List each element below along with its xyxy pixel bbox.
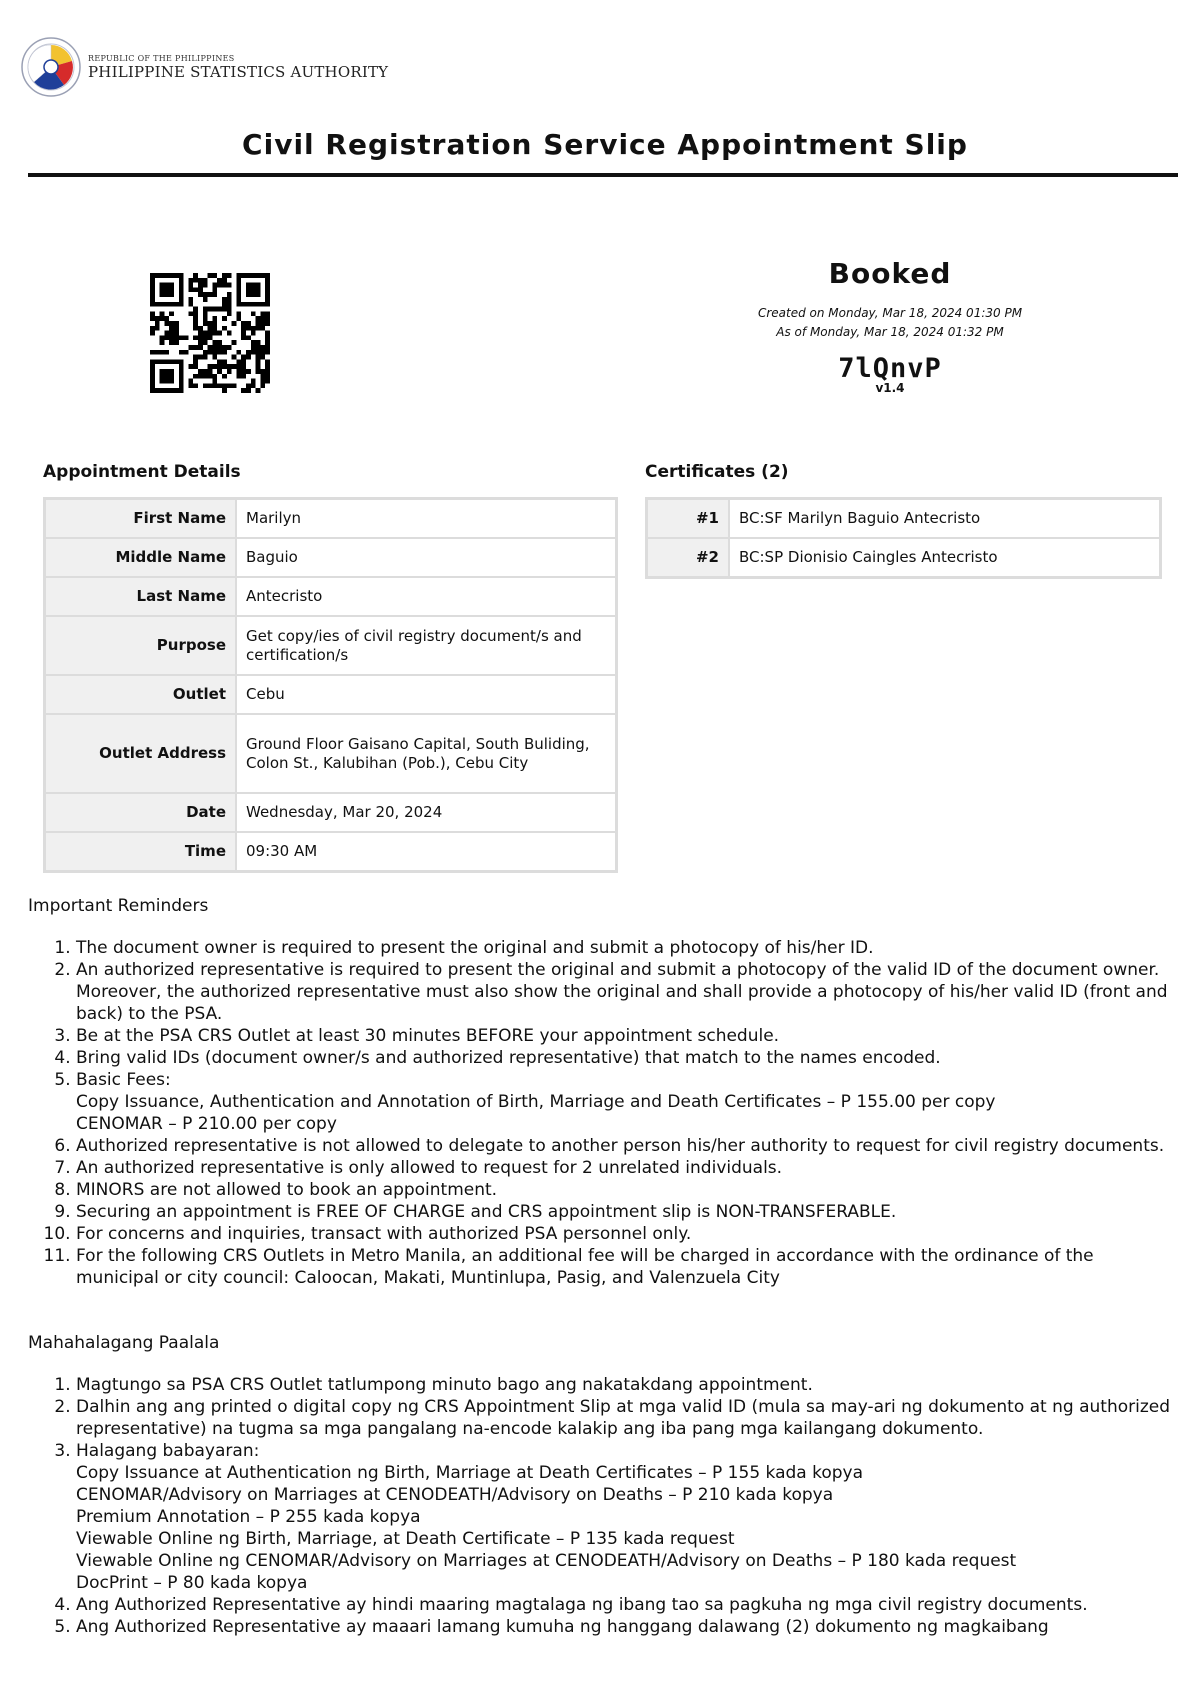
logo-subtitle: REPUBLIC OF THE PHILIPPINES bbox=[88, 53, 235, 63]
list-item-line: Premium Annotation – P 255 kada kopya bbox=[76, 1507, 421, 1527]
psa-logo bbox=[20, 30, 388, 104]
table-row bbox=[647, 538, 1160, 577]
table-row bbox=[45, 499, 616, 538]
as-of-timestamp: As of Monday, Mar 18, 2024 01:32 PM bbox=[776, 325, 1004, 339]
list-item-line: 5. Basic Fees: bbox=[76, 1070, 171, 1090]
field-value: Get copy/ies of civil registry document/s and certification/s bbox=[236, 616, 616, 675]
list-item bbox=[76, 1135, 1180, 1157]
field-value: Wednesday, Mar 20, 2024 bbox=[236, 793, 616, 832]
list-item-line: 8. MINORS are not allowed to book an appointment. bbox=[76, 1180, 498, 1200]
mahahalagang-paalala-heading: Mahahalagang Paalala bbox=[28, 1333, 220, 1353]
certificate-number: #2 bbox=[647, 538, 729, 577]
table-row bbox=[45, 675, 616, 714]
list-item-line: CENOMAR/Advisory on Marriages at CENODEATH/Advisory on Deaths – P 210 kada kopya bbox=[76, 1485, 834, 1505]
appointment-details-table bbox=[43, 497, 618, 873]
certificate-name: BC:SP Dionisio Caingles Antecristo bbox=[729, 538, 1160, 577]
list-item bbox=[76, 1179, 1180, 1201]
field-label: Outlet Address bbox=[45, 714, 236, 793]
certificate-number: #1 bbox=[647, 499, 729, 538]
list-item-line: CENOMAR – P 210.00 per copy bbox=[76, 1114, 337, 1134]
title-divider bbox=[28, 173, 1178, 177]
list-item bbox=[76, 1245, 1180, 1289]
list-item-line: 2. An authorized representative is required to present the original and submit a photocopy of the valid ID of the document owner. Moreover, the authorized representative must also show the original and shall provide a photocopy of his/her valid ID (front and back) to the PSA. bbox=[76, 960, 1168, 1024]
list-item-line: Copy Issuance at Authentication ng Birth, Marriage at Death Certificates – P 155 kada kopya bbox=[76, 1463, 864, 1483]
table-row bbox=[45, 832, 616, 871]
mahahalagang-paalala-list bbox=[28, 1374, 1180, 1638]
field-value: 09:30 AM bbox=[236, 832, 616, 871]
list-item-line: 4. Bring valid IDs (document owner/s and authorized representative) that match to the names encoded. bbox=[76, 1048, 941, 1068]
field-value: Baguio bbox=[236, 538, 616, 577]
field-label: Date bbox=[45, 793, 236, 832]
list-item-line: 5. Ang Authorized Representative ay maaari lamang kumuha ng hanggang dalawang (2) dokumento ng magkaibang bbox=[76, 1617, 1049, 1637]
field-value: Cebu bbox=[236, 675, 616, 714]
list-item-line: 2. Dalhin ang ang printed o digital copy ng CRS Appointment Slip at mga valid ID (mula sa may-ari ng dokumento at ng authorized representative) na tugma sa mga pangalang na-encode kalakip ang iba pang mga kailangang dokumento. bbox=[76, 1397, 1171, 1439]
table-row bbox=[45, 714, 616, 793]
list-item-line: 1. Magtungo sa PSA CRS Outlet tatlumpong minuto bago ang nakatakdang appointment. bbox=[76, 1375, 813, 1395]
table-row bbox=[45, 577, 616, 616]
page-title: Civil Registration Service Appointment Slip bbox=[242, 128, 968, 161]
list-item bbox=[76, 959, 1180, 1025]
field-value: Antecristo bbox=[236, 577, 616, 616]
important-reminders-list bbox=[28, 937, 1180, 1289]
reference-code: 7lQnvP bbox=[838, 353, 942, 384]
list-item-line: 11. For the following CRS Outlets in Metro Manila, an additional fee will be charged in accordance with the ordinance of the municipal or city council: Caloocan, Makati, Muntinlupa, Pasig, and Valenzuela City bbox=[76, 1246, 1094, 1288]
status-block bbox=[690, 257, 1090, 395]
appointment-details-heading: Appointment Details bbox=[43, 462, 241, 482]
list-item bbox=[76, 1025, 1180, 1047]
created-timestamp: Created on Monday, Mar 18, 2024 01:30 PM bbox=[757, 306, 1023, 320]
list-item-line: 3. Be at the PSA CRS Outlet at least 30 minutes BEFORE your appointment schedule. bbox=[76, 1026, 780, 1046]
field-label: Purpose bbox=[45, 616, 236, 675]
field-value: Marilyn bbox=[236, 499, 616, 538]
table-row bbox=[647, 499, 1160, 538]
list-item bbox=[76, 1157, 1180, 1179]
list-item-line: 3. Halagang babayaran: bbox=[76, 1441, 260, 1461]
list-item bbox=[76, 1440, 1180, 1594]
certificate-name: BC:SF Marilyn Baguio Antecristo bbox=[729, 499, 1160, 538]
version-label: v1.4 bbox=[875, 381, 905, 395]
field-label: Middle Name bbox=[45, 538, 236, 577]
list-item bbox=[76, 1201, 1180, 1223]
list-item-line: 10. For concerns and inquiries, transact with authorized PSA personnel only. bbox=[76, 1224, 692, 1244]
list-item bbox=[76, 1223, 1180, 1245]
psa-seal-icon bbox=[20, 36, 82, 98]
table-row bbox=[45, 538, 616, 577]
list-item-line: 6. Authorized representative is not allowed to delegate to another person his/her authority to request for civil registry documents. bbox=[76, 1136, 1165, 1156]
list-item-line: 4. Ang Authorized Representative ay hindi maaring magtalaga ng ibang tao sa pagkuha ng mga civil registry documents. bbox=[76, 1595, 1088, 1615]
qr-code-icon bbox=[150, 273, 270, 393]
list-item bbox=[76, 937, 1180, 959]
list-item-line: Copy Issuance, Authentication and Annotation of Birth, Marriage and Death Certificates – P 155.00 per copy bbox=[76, 1092, 996, 1112]
list-item-line: DocPrint – P 80 kada kopya bbox=[76, 1573, 308, 1593]
list-item-line: 7. An authorized representative is only allowed to request for 2 unrelated individuals. bbox=[76, 1158, 783, 1178]
certificates-table bbox=[645, 497, 1162, 579]
table-row bbox=[45, 793, 616, 832]
certificates-heading: Certificates (2) bbox=[645, 462, 789, 482]
list-item-line: Viewable Online ng Birth, Marriage, at Death Certificate – P 135 kada request bbox=[76, 1529, 735, 1549]
list-item bbox=[76, 1069, 1180, 1135]
list-item bbox=[76, 1594, 1180, 1616]
list-item bbox=[76, 1616, 1180, 1638]
list-item-line: Viewable Online ng CENOMAR/Advisory on Marriages at CENODEATH/Advisory on Deaths – P 180 kada request bbox=[76, 1551, 1017, 1571]
list-item-line: 1. The document owner is required to present the original and submit a photocopy of his/her ID. bbox=[76, 938, 874, 958]
field-label: Outlet bbox=[45, 675, 236, 714]
field-label: Time bbox=[45, 832, 236, 871]
list-item bbox=[76, 1047, 1180, 1069]
field-value: Ground Floor Gaisano Capital, South Buliding, Colon St., Kalubihan (Pob.), Cebu City bbox=[236, 714, 616, 793]
list-item bbox=[76, 1396, 1180, 1440]
list-item-line: 9. Securing an appointment is FREE OF CHARGE and CRS appointment slip is NON-TRANSFERABLE. bbox=[76, 1202, 897, 1222]
field-label: First Name bbox=[45, 499, 236, 538]
status-badge: Booked bbox=[828, 257, 952, 290]
list-item bbox=[76, 1374, 1180, 1396]
field-label: Last Name bbox=[45, 577, 236, 616]
important-reminders-heading: Important Reminders bbox=[28, 896, 209, 916]
logo-title: PHILIPPINE STATISTICS AUTHORITY bbox=[88, 62, 389, 81]
table-row bbox=[45, 616, 616, 675]
